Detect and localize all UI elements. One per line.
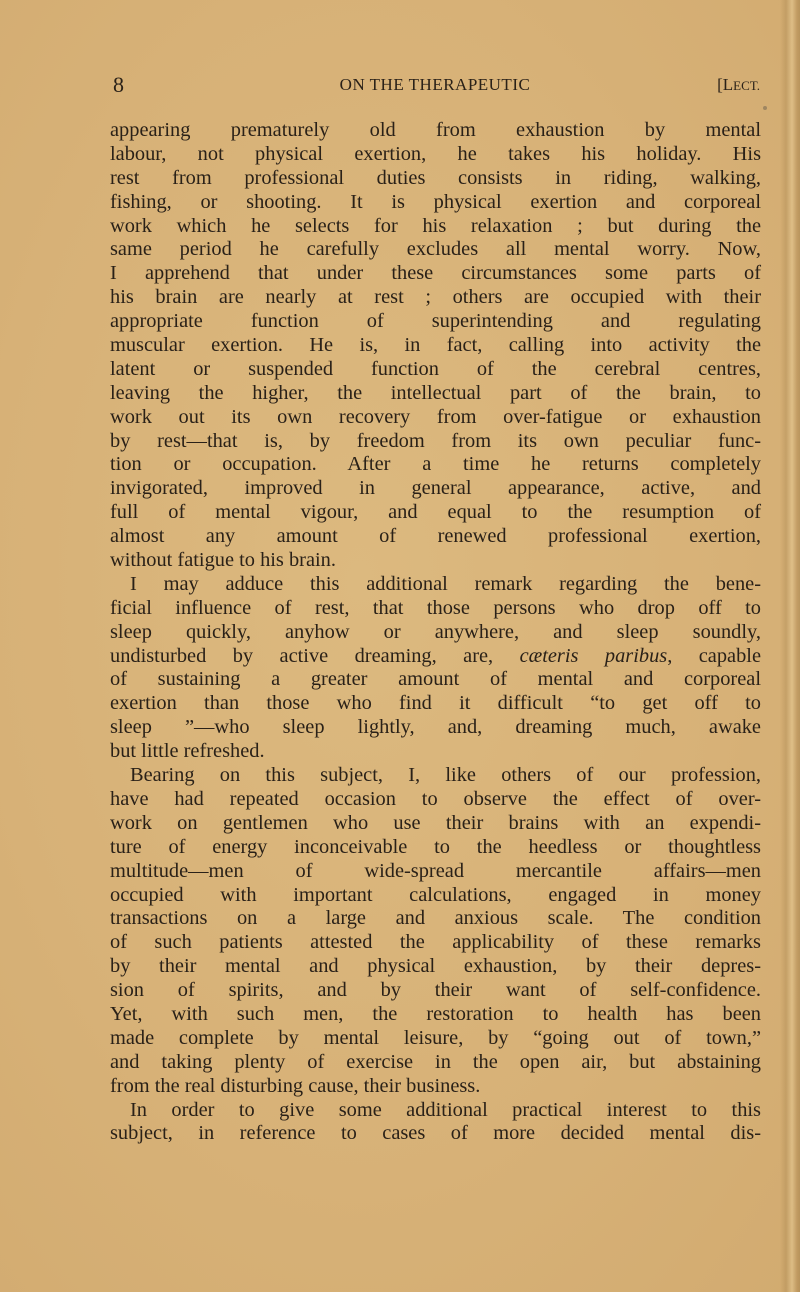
text-segment: , capable <box>667 644 761 667</box>
text-line: rest from professional duties consists in riding, walking, <box>110 166 761 189</box>
text-line: work out its own recovery from over-fatigue or exhaustion <box>110 405 761 428</box>
text-line: I may adduce this additional remark regarding the bene- <box>130 572 761 595</box>
text-line: of such patients attested the applicability of these remarks <box>110 931 761 954</box>
text-line: same period he carefully excludes all mental worry. Now, <box>110 238 761 261</box>
text-line: sleep ”—who sleep lightly, and, dreaming much, awake <box>110 716 761 739</box>
text-line: I apprehend that under these circumstances some parts of <box>110 262 761 285</box>
text-line: work which he selects for his relaxation ; but during the <box>110 214 761 237</box>
text-line: occupied with important calculations, engaged in money <box>110 883 761 906</box>
text-line: tion or occupation. After a time he returns completely <box>110 453 761 476</box>
text-line: sleep quickly, anyhow or anywhere, and sleep soundly, <box>110 620 761 643</box>
text-line: Bearing on this subject, I, like others of our profession, <box>130 764 761 787</box>
running-head-lecture <box>717 75 760 95</box>
text-line: have had repeated occasion to observe the effect of over- <box>110 787 761 810</box>
text-line: full of mental vigour, and equal to the resumption of <box>110 501 761 524</box>
text-line: multitude—men of wide-spread mercantile affairs—men <box>110 859 761 882</box>
italic-phrase: cæteris paribus <box>519 644 668 667</box>
text-line: ficial influence of rest, that those persons who drop off to <box>110 596 761 619</box>
text-segment: undisturbed by active dreaming, are, <box>110 644 520 667</box>
text-line: his brain are nearly at rest ; others are occupied with their <box>110 286 761 309</box>
text-line: of sustaining a greater amount of mental and corporeal <box>110 668 761 691</box>
page-number: 8 <box>113 72 124 97</box>
text-line: exertion than those who find it difficult “to get off to <box>110 692 761 715</box>
running-head <box>110 72 760 100</box>
running-head-lecture-smallcaps: ECT. <box>733 78 760 93</box>
text-line: from the real disturbing cause, their business. <box>110 1074 481 1097</box>
paper-speck <box>763 106 767 110</box>
text-line: muscular exertion. He is, in fact, calling into activity the <box>110 334 761 357</box>
text-line: sion of spirits, and by their want of self-confidence. <box>110 979 761 1002</box>
text-line: appropriate function of superintending and regulating <box>110 310 761 333</box>
text-line: In order to give some additional practical interest to this <box>130 1098 761 1121</box>
text-line: without fatigue to his brain. <box>110 549 336 572</box>
text-line: made complete by mental leisure, by “going out of town,” <box>110 1026 761 1049</box>
text-line: by rest—that is, by freedom from its own peculiar func- <box>110 429 761 452</box>
text-line: Yet, with such men, the restoration to health has been <box>110 1002 761 1025</box>
text-line: fishing, or shooting. It is physical exertion and corporeal <box>110 190 761 213</box>
body-text <box>110 119 761 1146</box>
text-line: but little refreshed. <box>110 740 265 763</box>
text-line: appearing prematurely old from exhaustion by mental <box>110 119 761 141</box>
text-line <box>110 645 761 669</box>
text-line: invigorated, improved in general appearance, active, and <box>110 477 761 500</box>
text-line: subject, in reference to cases of more decided mental dis- <box>110 1122 761 1145</box>
text-line: by their mental and physical exhaustion, by their depres- <box>110 955 761 978</box>
text-line: transactions on a large and anxious scale. The condition <box>110 907 761 930</box>
text-line: labour, not physical exertion, he takes his holiday. His <box>110 142 761 165</box>
text-line: and taking plenty of exercise in the open air, but abstaining <box>110 1050 761 1073</box>
text-line: work on gentlemen who use their brains with an expendi- <box>110 811 761 834</box>
running-head-title: ON THE THERAPEUTIC <box>339 75 531 94</box>
running-head-lecture-initial: [L <box>717 75 734 94</box>
text-line: almost any amount of renewed professional exertion, <box>110 525 761 548</box>
text-line: leaving the higher, the intellectual part of the brain, to <box>110 381 761 404</box>
text-line: latent or suspended function of the cerebral centres, <box>110 357 761 380</box>
text-line: ture of energy inconceivable to the heedless or thoughtless <box>110 835 761 858</box>
